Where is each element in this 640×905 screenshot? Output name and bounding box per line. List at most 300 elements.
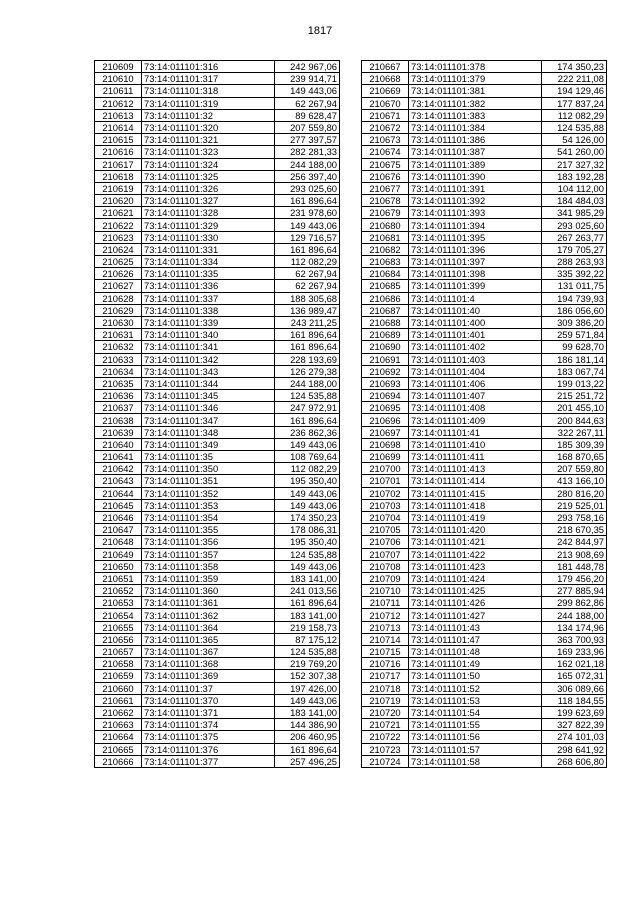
- cadastral-number: 73:14:011101:400: [409, 316, 542, 328]
- cadastral-number: 73:14:011101:352: [142, 487, 275, 499]
- row-number: 210638: [95, 414, 142, 426]
- cadastral-value: 183 141,00: [275, 572, 340, 584]
- cadastral-value: 259 571,84: [542, 329, 607, 341]
- row-number: 210724: [362, 755, 409, 767]
- row-number: 210663: [95, 719, 142, 731]
- cadastral-value: 149 443,06: [275, 694, 340, 706]
- row-number: 210634: [95, 365, 142, 377]
- table-row: [362, 438, 607, 450]
- row-number: 210694: [362, 390, 409, 402]
- table-row: [362, 743, 607, 755]
- row-number: 210688: [362, 316, 409, 328]
- row-number: 210695: [362, 402, 409, 414]
- row-number: 210700: [362, 463, 409, 475]
- cadastral-number: 73:14:011101:48: [409, 646, 542, 658]
- table-row: [362, 85, 607, 97]
- cadastral-number: 73:14:011101:331: [142, 243, 275, 255]
- row-number: 210672: [362, 121, 409, 133]
- cadastral-number: 73:14:011101:390: [409, 170, 542, 182]
- table-row: [362, 268, 607, 280]
- cadastral-number: 73:14:011101:377: [142, 755, 275, 767]
- row-number: 210620: [95, 195, 142, 207]
- table-row: [362, 182, 607, 194]
- row-number: 210626: [95, 268, 142, 280]
- row-number: 210711: [362, 597, 409, 609]
- cadastral-number: 73:14:011101:355: [142, 524, 275, 536]
- cadastral-number: 73:14:011101:343: [142, 365, 275, 377]
- table-row: [95, 670, 340, 682]
- cadastral-value: 131 011,75: [542, 280, 607, 292]
- row-number: 210629: [95, 304, 142, 316]
- row-number: 210723: [362, 743, 409, 755]
- cadastral-value: 62 267,94: [275, 268, 340, 280]
- row-number: 210656: [95, 633, 142, 645]
- cadastral-number: 73:14:011101:348: [142, 426, 275, 438]
- table-row: [95, 121, 340, 133]
- row-number: 210654: [95, 609, 142, 621]
- table-row: [95, 706, 340, 718]
- cadastral-number: 73:14:011101:320: [142, 121, 275, 133]
- table-row: [362, 633, 607, 645]
- cadastral-value: 541 260,00: [542, 146, 607, 158]
- table-row: [362, 682, 607, 694]
- row-number: 210625: [95, 256, 142, 268]
- table-row: [362, 146, 607, 158]
- table-row: [95, 377, 340, 389]
- table-row: [95, 341, 340, 353]
- cadastral-number: 73:14:011101:32: [142, 109, 275, 121]
- row-number: 210658: [95, 658, 142, 670]
- cadastral-number: 73:14:011101:47: [409, 633, 542, 645]
- cadastral-value: 213 908,69: [542, 548, 607, 560]
- row-number: 210681: [362, 231, 409, 243]
- cadastral-value: 197 426,00: [275, 682, 340, 694]
- cadastral-number: 73:14:011101:362: [142, 609, 275, 621]
- cadastral-value: 195 350,40: [275, 536, 340, 548]
- cadastral-value: 219 525,01: [542, 499, 607, 511]
- row-number: 210662: [95, 706, 142, 718]
- cadastral-value: 309 386,20: [542, 316, 607, 328]
- table-row: [95, 316, 340, 328]
- cadastral-value: 277 885,94: [542, 585, 607, 597]
- cadastral-value: 363 700,93: [542, 633, 607, 645]
- row-number: 210674: [362, 146, 409, 158]
- cadastral-value: 228 193,69: [275, 353, 340, 365]
- table-row: [362, 121, 607, 133]
- row-number: 210693: [362, 377, 409, 389]
- row-number: 210687: [362, 304, 409, 316]
- cadastral-number: 73:14:011101:326: [142, 182, 275, 194]
- row-number: 210690: [362, 341, 409, 353]
- cadastral-value: 144 386,90: [275, 719, 340, 731]
- table-row: [362, 280, 607, 292]
- row-number: 210643: [95, 475, 142, 487]
- table-row: [362, 609, 607, 621]
- cadastral-number: 73:14:011101:409: [409, 414, 542, 426]
- cadastral-number: 73:14:011101:406: [409, 377, 542, 389]
- row-number: 210684: [362, 268, 409, 280]
- table-row: [362, 97, 607, 109]
- table-row: [362, 353, 607, 365]
- cadastral-number: 73:14:011101:392: [409, 195, 542, 207]
- row-number: 210618: [95, 170, 142, 182]
- row-number: 210612: [95, 97, 142, 109]
- cadastral-value: 124 535,88: [275, 390, 340, 402]
- row-number: 210692: [362, 365, 409, 377]
- table-row: [362, 402, 607, 414]
- cadastral-value: 89 628,47: [275, 109, 340, 121]
- table-row: [95, 463, 340, 475]
- row-number: 210708: [362, 560, 409, 572]
- row-number: 210622: [95, 219, 142, 231]
- cadastral-number: 73:14:011101:340: [142, 329, 275, 341]
- table-row: [95, 256, 340, 268]
- cadastral-value: 217 327,32: [542, 158, 607, 170]
- cadastral-number: 73:14:011101:336: [142, 280, 275, 292]
- cadastral-number: 73:14:011101:55: [409, 719, 542, 731]
- cadastral-value: 201 455,10: [542, 402, 607, 414]
- table-row: [95, 487, 340, 499]
- row-number: 210671: [362, 109, 409, 121]
- cadastral-number: 73:14:011101:401: [409, 329, 542, 341]
- table-row: [95, 158, 340, 170]
- cadastral-value: 242 967,06: [275, 61, 340, 73]
- cadastral-number: 73:14:011101:4: [409, 292, 542, 304]
- table-row: [362, 524, 607, 536]
- table-row: [95, 280, 340, 292]
- cadastral-number: 73:14:011101:371: [142, 706, 275, 718]
- page-number: 1817: [307, 25, 333, 37]
- table-row: [362, 719, 607, 731]
- row-number: 210677: [362, 182, 409, 194]
- cadastral-number: 73:14:011101:424: [409, 572, 542, 584]
- cadastral-number: 73:14:011101:338: [142, 304, 275, 316]
- row-number: 210714: [362, 633, 409, 645]
- table-row: [95, 499, 340, 511]
- row-number: 210705: [362, 524, 409, 536]
- cadastral-value: 183 141,00: [275, 706, 340, 718]
- table-row: [362, 560, 607, 572]
- row-number: 210641: [95, 451, 142, 463]
- table-row: [95, 426, 340, 438]
- row-number: 210665: [95, 743, 142, 755]
- cadastral-number: 73:14:011101:419: [409, 511, 542, 523]
- table-row: [362, 499, 607, 511]
- cadastral-number: 73:14:011101:427: [409, 609, 542, 621]
- table-row: [362, 341, 607, 353]
- cadastral-value: 104 112,00: [542, 182, 607, 194]
- row-number: 210621: [95, 207, 142, 219]
- cadastral-number: 73:14:011101:337: [142, 292, 275, 304]
- row-number: 210712: [362, 609, 409, 621]
- table-row: [362, 487, 607, 499]
- row-number: 210668: [362, 73, 409, 85]
- cadastral-value: 293 025,60: [275, 182, 340, 194]
- cadastral-number: 73:14:011101:374: [142, 719, 275, 731]
- table-row: [95, 85, 340, 97]
- table-row: [95, 134, 340, 146]
- cadastral-value: 236 862,36: [275, 426, 340, 438]
- cadastral-number: 73:14:011101:402: [409, 341, 542, 353]
- table-row: [362, 61, 607, 73]
- table-row: [95, 353, 340, 365]
- cadastral-number: 73:14:011101:40: [409, 304, 542, 316]
- cadastral-value: 241 013,56: [275, 585, 340, 597]
- table-row: [362, 511, 607, 523]
- cadastral-value: 194 129,46: [542, 85, 607, 97]
- cadastral-number: 73:14:011101:321: [142, 134, 275, 146]
- cadastral-number: 73:14:011101:43: [409, 621, 542, 633]
- row-number: 210613: [95, 109, 142, 121]
- cadastral-number: 73:14:011101:398: [409, 268, 542, 280]
- cadastral-value: 152 307,38: [275, 670, 340, 682]
- table-row: [95, 390, 340, 402]
- table-row: [362, 316, 607, 328]
- table-row: [95, 511, 340, 523]
- table-row: [95, 743, 340, 755]
- row-number: 210610: [95, 73, 142, 85]
- table-row: [362, 219, 607, 231]
- table-row: [362, 451, 607, 463]
- cadastral-number: 73:14:011101:356: [142, 536, 275, 548]
- table-row: [362, 585, 607, 597]
- row-number: 210666: [95, 755, 142, 767]
- cadastral-number: 73:14:011101:342: [142, 353, 275, 365]
- table-row: [95, 658, 340, 670]
- cadastral-number: 73:14:011101:421: [409, 536, 542, 548]
- cadastral-number: 73:14:011101:407: [409, 390, 542, 402]
- table-row: [95, 536, 340, 548]
- table-row: [362, 536, 607, 548]
- row-number: 210720: [362, 706, 409, 718]
- cadastral-value: 177 837,24: [542, 97, 607, 109]
- cadastral-value: 199 623,69: [542, 706, 607, 718]
- cadastral-value: 219 158,73: [275, 621, 340, 633]
- table-row: [362, 158, 607, 170]
- cadastral-number: 73:14:011101:353: [142, 499, 275, 511]
- cadastral-value: 118 184,55: [542, 694, 607, 706]
- cadastral-value: 87 175,12: [275, 633, 340, 645]
- row-number: 210640: [95, 438, 142, 450]
- row-number: 210667: [362, 61, 409, 73]
- table-row: [95, 755, 340, 767]
- table-row: [95, 73, 340, 85]
- row-number: 210701: [362, 475, 409, 487]
- cadastral-value: 124 535,88: [542, 121, 607, 133]
- row-number: 210697: [362, 426, 409, 438]
- row-number: 210624: [95, 243, 142, 255]
- cadastral-value: 207 559,80: [542, 463, 607, 475]
- row-number: 210713: [362, 621, 409, 633]
- row-number: 210702: [362, 487, 409, 499]
- row-number: 210669: [362, 85, 409, 97]
- table-row: [95, 329, 340, 341]
- table-row: [95, 146, 340, 158]
- row-number: 210655: [95, 621, 142, 633]
- cadastral-number: 73:14:011101:420: [409, 524, 542, 536]
- cadastral-number: 73:14:011101:354: [142, 511, 275, 523]
- row-number: 210636: [95, 390, 142, 402]
- cadastral-value: 207 559,80: [275, 121, 340, 133]
- row-number: 210659: [95, 670, 142, 682]
- row-number: 210652: [95, 585, 142, 597]
- cadastral-number: 73:14:011101:383: [409, 109, 542, 121]
- cadastral-value: 247 972,91: [275, 402, 340, 414]
- cadastral-number: 73:14:011101:351: [142, 475, 275, 487]
- cadastral-number: 73:14:011101:37: [142, 682, 275, 694]
- cadastral-number: 73:14:011101:318: [142, 85, 275, 97]
- table-row: [95, 451, 340, 463]
- cadastral-value: 169 233,96: [542, 646, 607, 658]
- cadastral-number: 73:14:011101:408: [409, 402, 542, 414]
- table-row: [95, 170, 340, 182]
- cadastral-value: 268 606,80: [542, 755, 607, 767]
- cadastral-number: 73:14:011101:364: [142, 621, 275, 633]
- cadastral-number: 73:14:011101:370: [142, 694, 275, 706]
- cadastral-number: 73:14:011101:410: [409, 438, 542, 450]
- table-row: [95, 365, 340, 377]
- row-number: 210635: [95, 377, 142, 389]
- row-number: 210673: [362, 134, 409, 146]
- table-row: [95, 585, 340, 597]
- table-row: [95, 414, 340, 426]
- row-number: 210651: [95, 572, 142, 584]
- cadastral-value: 215 251,72: [542, 390, 607, 402]
- cadastral-value: 134 174,96: [542, 621, 607, 633]
- row-number: 210698: [362, 438, 409, 450]
- cadastral-value: 244 188,00: [275, 158, 340, 170]
- cadastral-value: 206 460,95: [275, 731, 340, 743]
- cadastral-number: 73:14:011101:404: [409, 365, 542, 377]
- cadastral-number: 73:14:011101:396: [409, 243, 542, 255]
- table-row: [362, 134, 607, 146]
- cadastral-value: 242 844,97: [542, 536, 607, 548]
- cadastral-number: 73:14:011101:359: [142, 572, 275, 584]
- cadastral-number: 73:14:011101:403: [409, 353, 542, 365]
- cadastral-value: 288 263,93: [542, 256, 607, 268]
- row-number: 210653: [95, 597, 142, 609]
- row-number: 210611: [95, 85, 142, 97]
- row-number: 210710: [362, 585, 409, 597]
- table-row: [95, 304, 340, 316]
- cadastral-value: 218 670,35: [542, 524, 607, 536]
- table-row: [362, 646, 607, 658]
- table-row: [95, 719, 340, 731]
- cadastral-number: 73:14:011101:317: [142, 73, 275, 85]
- cadastral-number: 73:14:011101:365: [142, 633, 275, 645]
- table-row: [95, 694, 340, 706]
- cadastral-value: 306 089,66: [542, 682, 607, 694]
- cadastral-number: 73:14:011101:345: [142, 390, 275, 402]
- table-row: [362, 548, 607, 560]
- table-row: [362, 231, 607, 243]
- row-number: 210637: [95, 402, 142, 414]
- cadastral-number: 73:14:011101:58: [409, 755, 542, 767]
- table-row: [362, 304, 607, 316]
- cadastral-value: 179 456,20: [542, 572, 607, 584]
- cadastral-value: 108 769,64: [275, 451, 340, 463]
- table-row: [362, 377, 607, 389]
- table-row: [95, 524, 340, 536]
- row-number: 210609: [95, 61, 142, 73]
- row-number: 210685: [362, 280, 409, 292]
- cadastral-value: 174 350,23: [275, 511, 340, 523]
- row-number: 210699: [362, 451, 409, 463]
- cadastral-number: 73:14:011101:347: [142, 414, 275, 426]
- table-row: [95, 292, 340, 304]
- cadastral-value: 149 443,06: [275, 560, 340, 572]
- cadastral-value: 239 914,71: [275, 73, 340, 85]
- cadastral-number: 73:14:011101:50: [409, 670, 542, 682]
- row-number: 210616: [95, 146, 142, 158]
- cadastral-number: 73:14:011101:324: [142, 158, 275, 170]
- cadastral-number: 73:14:011101:344: [142, 377, 275, 389]
- cadastral-number: 73:14:011101:397: [409, 256, 542, 268]
- cadastral-value: 161 896,64: [275, 597, 340, 609]
- row-number: 210646: [95, 511, 142, 523]
- cadastral-number: 73:14:011101:391: [409, 182, 542, 194]
- table-row: [362, 390, 607, 402]
- cadastral-number: 73:14:011101:394: [409, 219, 542, 231]
- row-number: 210661: [95, 694, 142, 706]
- cadastral-number: 73:14:011101:382: [409, 97, 542, 109]
- table-row: [95, 682, 340, 694]
- row-number: 210683: [362, 256, 409, 268]
- cadastral-value: 161 896,64: [275, 329, 340, 341]
- cadastral-value: 244 188,00: [275, 377, 340, 389]
- cadastral-value: 341 985,29: [542, 207, 607, 219]
- cadastral-number: 73:14:011101:358: [142, 560, 275, 572]
- row-number: 210719: [362, 694, 409, 706]
- table-row: [95, 231, 340, 243]
- cadastral-number: 73:14:011101:349: [142, 438, 275, 450]
- table-row: [362, 731, 607, 743]
- row-number: 210627: [95, 280, 142, 292]
- table-row: [95, 195, 340, 207]
- cadastral-number: 73:14:011101:414: [409, 475, 542, 487]
- row-number: 210650: [95, 560, 142, 572]
- table-row: [362, 463, 607, 475]
- cadastral-value: 200 844,63: [542, 414, 607, 426]
- table-row: [95, 182, 340, 194]
- row-number: 210630: [95, 316, 142, 328]
- cadastral-value: 112 082,29: [275, 256, 340, 268]
- cadastral-value: 165 072,31: [542, 670, 607, 682]
- cadastral-number: 73:14:011101:389: [409, 158, 542, 170]
- cadastral-number: 73:14:011101:41: [409, 426, 542, 438]
- cadastral-number: 73:14:011101:360: [142, 585, 275, 597]
- cadastral-value: 243 211,25: [275, 316, 340, 328]
- cadastral-number: 73:14:011101:379: [409, 73, 542, 85]
- table-row: [362, 170, 607, 182]
- table-row: [362, 73, 607, 85]
- cadastral-value: 161 896,64: [275, 743, 340, 755]
- cadastral-value: 282 281,33: [275, 146, 340, 158]
- row-number: 210715: [362, 646, 409, 658]
- cadastral-value: 181 448,78: [542, 560, 607, 572]
- table-row: [95, 109, 340, 121]
- row-number: 210647: [95, 524, 142, 536]
- cadastral-value: 179 705,27: [542, 243, 607, 255]
- row-number: 210623: [95, 231, 142, 243]
- row-number: 210691: [362, 353, 409, 365]
- row-number: 210707: [362, 548, 409, 560]
- cadastral-value: 222 211,08: [542, 73, 607, 85]
- table-row: [95, 402, 340, 414]
- cadastral-number: 73:14:011101:328: [142, 207, 275, 219]
- row-number: 210717: [362, 670, 409, 682]
- row-number: 210676: [362, 170, 409, 182]
